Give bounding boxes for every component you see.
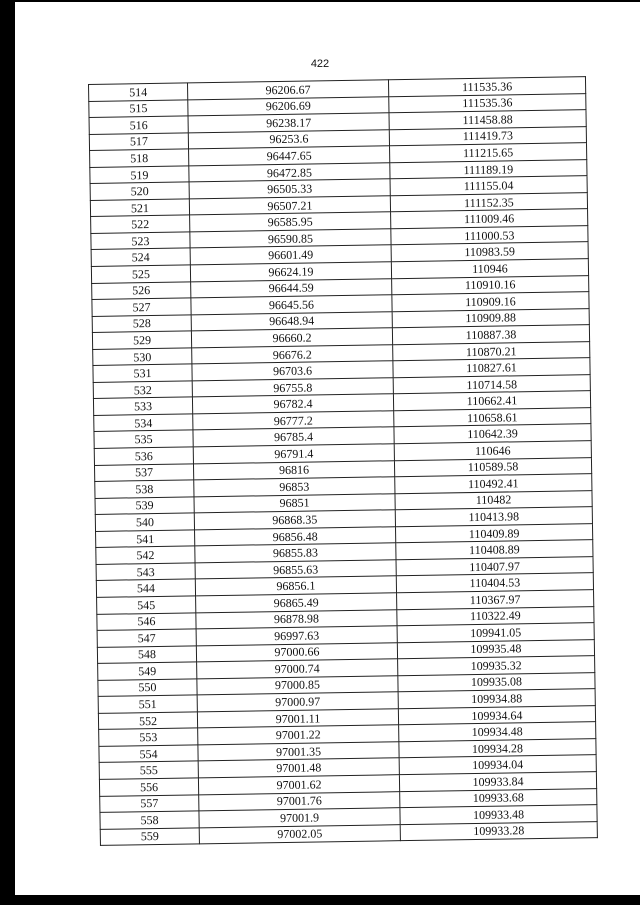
- row-index-cell: 548: [97, 645, 196, 663]
- row-index-cell: 551: [98, 695, 197, 713]
- row-index-cell: 529: [92, 331, 191, 349]
- y-coordinate-cell: 109941.05: [397, 623, 594, 643]
- y-coordinate-cell: 110909.16: [392, 292, 589, 312]
- row-index-cell: 517: [89, 133, 188, 151]
- row-index-cell: 535: [94, 430, 193, 448]
- y-coordinate-cell: 111458.88: [389, 110, 586, 130]
- row-index-cell: 550: [98, 679, 197, 697]
- x-coordinate-cell: 96865.49: [196, 593, 397, 613]
- row-index-cell: 524: [91, 248, 190, 266]
- x-coordinate-cell: 96644.59: [191, 278, 392, 298]
- x-coordinate-cell: 96851: [194, 493, 395, 513]
- x-coordinate-cell: 96997.63: [196, 626, 397, 646]
- y-coordinate-cell: 111152.35: [390, 192, 587, 212]
- y-coordinate-cell: 110946: [391, 259, 588, 279]
- row-index-cell: 516: [89, 116, 188, 134]
- y-coordinate-cell: 110983.59: [391, 242, 588, 262]
- y-coordinate-cell: 110910.16: [392, 275, 589, 295]
- x-coordinate-cell: 96855.83: [195, 543, 396, 563]
- x-coordinate-cell: 97001.11: [197, 708, 398, 728]
- y-coordinate-cell: 109934.64: [398, 705, 595, 725]
- x-coordinate-cell: 97000.97: [197, 692, 398, 712]
- x-coordinate-cell: 97001.62: [198, 775, 399, 795]
- x-coordinate-cell: 96676.2: [192, 344, 393, 364]
- row-index-cell: 545: [97, 596, 196, 614]
- y-coordinate-cell: 110367.97: [397, 590, 594, 610]
- y-coordinate-cell: 110642.39: [394, 424, 591, 444]
- row-index-cell: 531: [93, 364, 192, 382]
- x-coordinate-cell: 96206.67: [187, 80, 388, 100]
- y-coordinate-cell: 109935.08: [398, 672, 595, 692]
- row-index-cell: 538: [95, 480, 194, 498]
- x-coordinate-cell: 97000.66: [196, 642, 397, 662]
- x-coordinate-cell: 96755.8: [192, 378, 393, 398]
- x-coordinate-cell: 96856.48: [195, 526, 396, 546]
- x-coordinate-cell: 97001.48: [198, 758, 399, 778]
- row-index-cell: 523: [91, 232, 190, 250]
- y-coordinate-cell: 110658.61: [394, 408, 591, 428]
- x-coordinate-cell: 96472.85: [189, 163, 390, 183]
- y-coordinate-cell: 110887.38: [392, 325, 589, 345]
- y-coordinate-cell: 109933.28: [400, 821, 597, 841]
- x-coordinate-cell: 96648.94: [191, 311, 392, 331]
- y-coordinate-cell: 110482: [395, 490, 592, 510]
- row-index-cell: 539: [95, 497, 194, 515]
- row-index-cell: 521: [90, 199, 189, 217]
- y-coordinate-cell: 109934.04: [399, 755, 596, 775]
- y-coordinate-cell: 111189.19: [390, 159, 587, 179]
- row-index-cell: 540: [95, 513, 194, 531]
- y-coordinate-cell: 111535.36: [389, 93, 586, 113]
- x-coordinate-cell: 96645.56: [191, 295, 392, 315]
- row-index-cell: 555: [99, 761, 198, 779]
- y-coordinate-cell: 110409.89: [395, 523, 592, 543]
- x-coordinate-cell: 96238.17: [188, 113, 389, 133]
- y-coordinate-cell: 111009.46: [391, 209, 588, 229]
- y-coordinate-cell: 111419.73: [389, 126, 586, 146]
- row-index-cell: 543: [96, 563, 195, 581]
- row-index-cell: 525: [91, 265, 190, 283]
- row-index-cell: 515: [89, 99, 188, 117]
- y-coordinate-cell: 109934.88: [398, 689, 595, 709]
- x-coordinate-cell: 96507.21: [189, 196, 390, 216]
- y-coordinate-cell: 111000.53: [391, 226, 588, 246]
- x-coordinate-cell: 96601.49: [190, 245, 391, 265]
- row-index-cell: 526: [92, 281, 191, 299]
- x-coordinate-cell: 97000.74: [197, 659, 398, 679]
- scan-border-left: [0, 0, 15, 905]
- row-index-cell: 533: [93, 397, 192, 415]
- x-coordinate-cell: 96660.2: [191, 328, 392, 348]
- x-coordinate-cell: 96791.4: [193, 444, 394, 464]
- scan-border-bottom: [0, 895, 640, 905]
- x-coordinate-cell: 96703.6: [192, 361, 393, 381]
- y-coordinate-cell: 110870.21: [393, 341, 590, 361]
- row-index-cell: 536: [94, 447, 193, 465]
- y-coordinate-cell: 110646: [394, 441, 591, 461]
- row-index-cell: 547: [97, 629, 196, 647]
- coordinate-table-wrapper: [88, 76, 596, 846]
- y-coordinate-cell: 110662.41: [393, 391, 590, 411]
- y-coordinate-cell: 110407.97: [396, 556, 593, 576]
- y-coordinate-cell: 109933.84: [399, 772, 596, 792]
- y-coordinate-cell: 111155.04: [390, 176, 587, 196]
- row-index-cell: 519: [90, 166, 189, 184]
- y-coordinate-cell: 110413.98: [395, 507, 592, 527]
- x-coordinate-cell: 97002.05: [199, 824, 400, 844]
- y-coordinate-cell: 110322.49: [397, 606, 594, 626]
- row-index-cell: 532: [93, 381, 192, 399]
- x-coordinate-cell: 96782.4: [192, 394, 393, 414]
- page-number: 422: [310, 58, 330, 70]
- y-coordinate-cell: 110492.41: [395, 474, 592, 494]
- x-coordinate-cell: 96868.35: [194, 510, 395, 530]
- row-index-cell: 528: [92, 315, 191, 333]
- row-index-cell: 534: [94, 414, 193, 432]
- x-coordinate-cell: 97001.9: [199, 808, 400, 828]
- x-coordinate-cell: 96206.69: [188, 96, 389, 116]
- row-index-cell: 559: [100, 827, 199, 845]
- x-coordinate-cell: 96585.95: [190, 212, 391, 232]
- x-coordinate-cell: 97001.35: [198, 742, 399, 762]
- row-index-cell: 552: [98, 712, 197, 730]
- y-coordinate-cell: 109933.48: [400, 805, 597, 825]
- row-index-cell: 514: [89, 83, 188, 101]
- row-index-cell: 557: [100, 794, 199, 812]
- x-coordinate-cell: 96505.33: [189, 179, 390, 199]
- x-coordinate-cell: 96785.4: [193, 427, 394, 447]
- x-coordinate-cell: 96816: [193, 460, 394, 480]
- row-index-cell: 549: [98, 662, 197, 680]
- y-coordinate-cell: 110589.58: [394, 457, 591, 477]
- x-coordinate-cell: 96590.85: [190, 229, 391, 249]
- y-coordinate-cell: 110909.88: [392, 308, 589, 328]
- x-coordinate-cell: 96777.2: [193, 411, 394, 431]
- row-index-cell: 518: [90, 149, 189, 167]
- row-index-cell: 522: [91, 215, 190, 233]
- y-coordinate-cell: 109935.48: [397, 639, 594, 659]
- y-coordinate-cell: 111215.65: [390, 143, 587, 163]
- row-index-cell: 544: [96, 579, 195, 597]
- row-index-cell: 554: [99, 745, 198, 763]
- row-index-cell: 546: [97, 612, 196, 630]
- row-index-cell: 556: [99, 778, 198, 796]
- row-index-cell: 527: [92, 298, 191, 316]
- table-body: [89, 77, 598, 846]
- row-index-cell: 542: [96, 546, 195, 564]
- row-index-cell: 541: [96, 530, 195, 548]
- y-coordinate-cell: 110827.61: [393, 358, 590, 378]
- y-coordinate-cell: 110408.89: [396, 540, 593, 560]
- row-index-cell: 553: [99, 728, 198, 746]
- scan-border-top: [0, 0, 640, 2]
- row-index-cell: 537: [94, 463, 193, 481]
- x-coordinate-cell: 97001.22: [198, 725, 399, 745]
- coordinate-table: [88, 76, 598, 846]
- x-coordinate-cell: 96878.98: [196, 609, 397, 629]
- x-coordinate-cell: 96624.19: [190, 262, 391, 282]
- x-coordinate-cell: 97000.85: [197, 675, 398, 695]
- x-coordinate-cell: 96253.6: [188, 129, 389, 149]
- y-coordinate-cell: 109934.48: [399, 722, 596, 742]
- x-coordinate-cell: 96856.1: [195, 576, 396, 596]
- x-coordinate-cell: 96853: [194, 477, 395, 497]
- x-coordinate-cell: 96855.63: [195, 560, 396, 580]
- x-coordinate-cell: 96447.65: [189, 146, 390, 166]
- y-coordinate-cell: 110404.53: [396, 573, 593, 593]
- y-coordinate-cell: 111535.36: [388, 77, 585, 97]
- row-index-cell: 520: [90, 182, 189, 200]
- row-index-cell: 558: [100, 811, 199, 829]
- y-coordinate-cell: 110714.58: [393, 374, 590, 394]
- row-index-cell: 530: [93, 348, 192, 366]
- x-coordinate-cell: 97001.76: [199, 791, 400, 811]
- y-coordinate-cell: 109933.68: [400, 788, 597, 808]
- y-coordinate-cell: 109934.28: [399, 738, 596, 758]
- y-coordinate-cell: 109935.32: [398, 656, 595, 676]
